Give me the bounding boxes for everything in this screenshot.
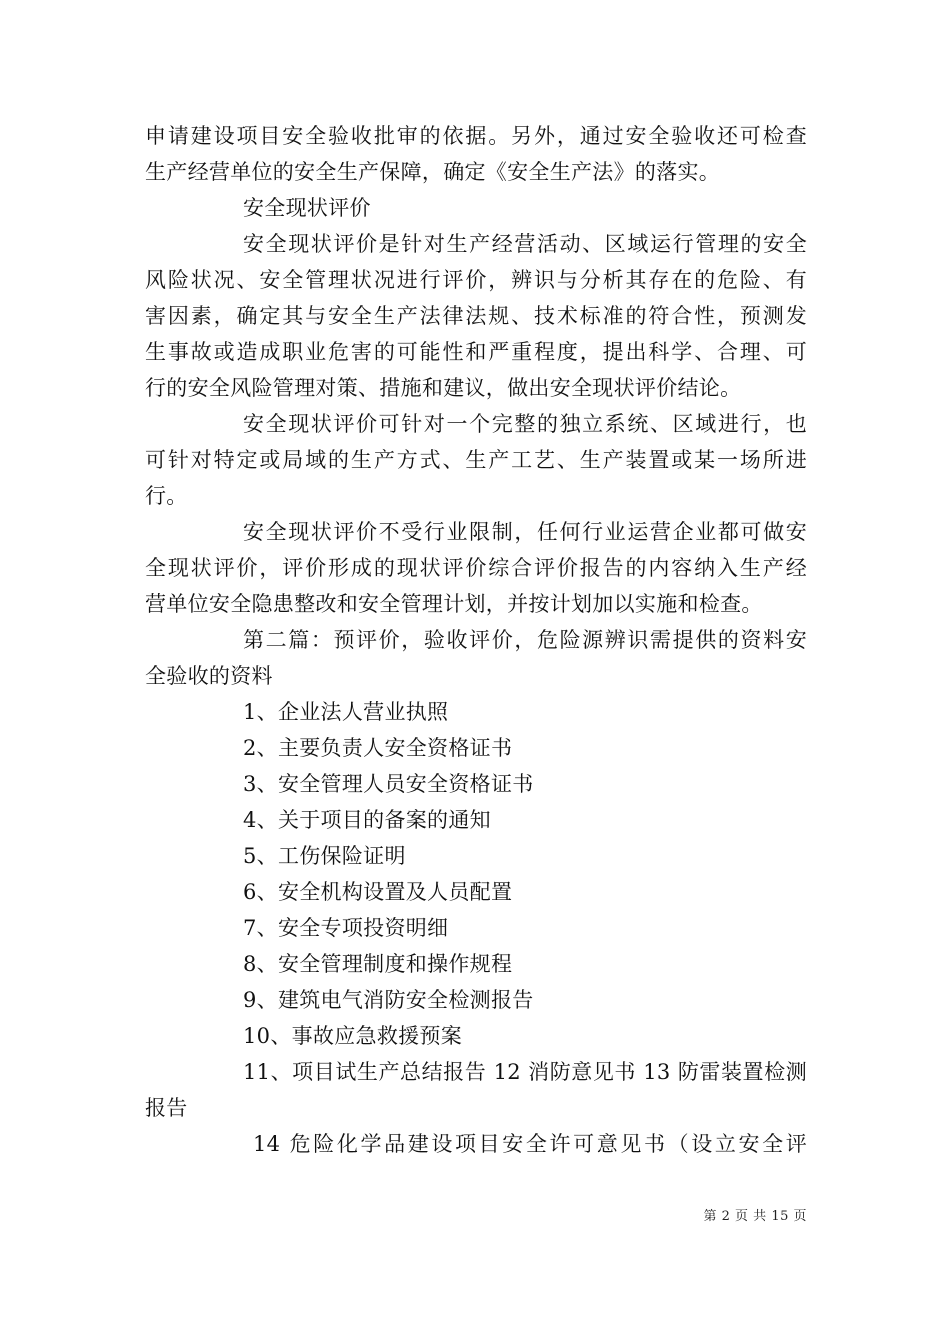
paragraph-line: 可针对特定或局域的生产方式、生产工艺、生产装置或某一场所进 [145,448,807,472]
chapter-heading-line: 全验收的资料 [145,664,273,688]
list-item: 6、安全机构设置及人员配置 [243,880,513,904]
document-body [145,118,807,1162]
paragraph-line: 生事故或造成职业危害的可能性和严重程度，提出科学、合理、可 [145,340,807,364]
paragraph-line: 安全现状评价不受行业限制，任何行业运营企业都可做安 [243,520,807,544]
list-item: 9、建筑电气消防安全检测报告 [243,988,534,1012]
list-item-continuation: 报告 [145,1096,188,1120]
list-item: 1、企业法人营业执照 [243,700,449,724]
list-item: 5、工伤保险证明 [243,844,406,868]
paragraph-line: 申请建设项目安全验收批审的依据。另外，通过安全验收还可检查 [145,124,807,148]
list-item: 7、安全专项投资明细 [243,916,449,940]
list-item: 14 危险化学品建设项目安全许可意见书（设立安全评 [253,1132,807,1156]
paragraph-line: 安全现状评价是针对生产经营活动、区域运行管理的安全 [243,232,807,256]
list-item: 11、项目试生产总结报告 12 消防意见书 13 防雷装置检测 [243,1060,807,1084]
page-number-footer: 第 2 页 共 15 页 [703,1209,807,1224]
paragraph-line: 生产经营单位的安全生产保障，确定《安全生产法》的落实。 [145,160,721,184]
list-item: 2、主要负责人安全资格证书 [243,736,513,760]
paragraph-line: 害因素，确定其与安全生产法律法规、技术标准的符合性，预测发 [145,304,807,328]
list-item: 3、安全管理人员安全资格证书 [243,772,534,796]
paragraph-line: 行的安全风险管理对策、措施和建议，做出安全现状评价结论。 [145,376,742,400]
section-heading: 安全现状评价 [243,196,371,220]
list-item: 4、关于项目的备案的通知 [243,808,491,832]
paragraph-line: 安全现状评价可针对一个完整的独立系统、区域进行，也 [243,412,807,436]
list-item: 10、事故应急救援预案 [243,1024,463,1048]
list-item: 8、安全管理制度和操作规程 [243,952,513,976]
chapter-heading-line: 第二篇：预评价，验收评价，危险源辨识需提供的资料安 [243,628,807,652]
paragraph-line: 营单位安全隐患整改和安全管理计划，并按计划加以实施和检查。 [145,592,763,616]
paragraph-line: 风险状况、安全管理状况进行评价，辨识与分析其存在的危险、有 [145,268,807,292]
paragraph-line: 全现状评价，评价形成的现状评价综合评价报告的内容纳入生产经 [145,556,807,580]
paragraph-line: 行。 [145,484,188,508]
